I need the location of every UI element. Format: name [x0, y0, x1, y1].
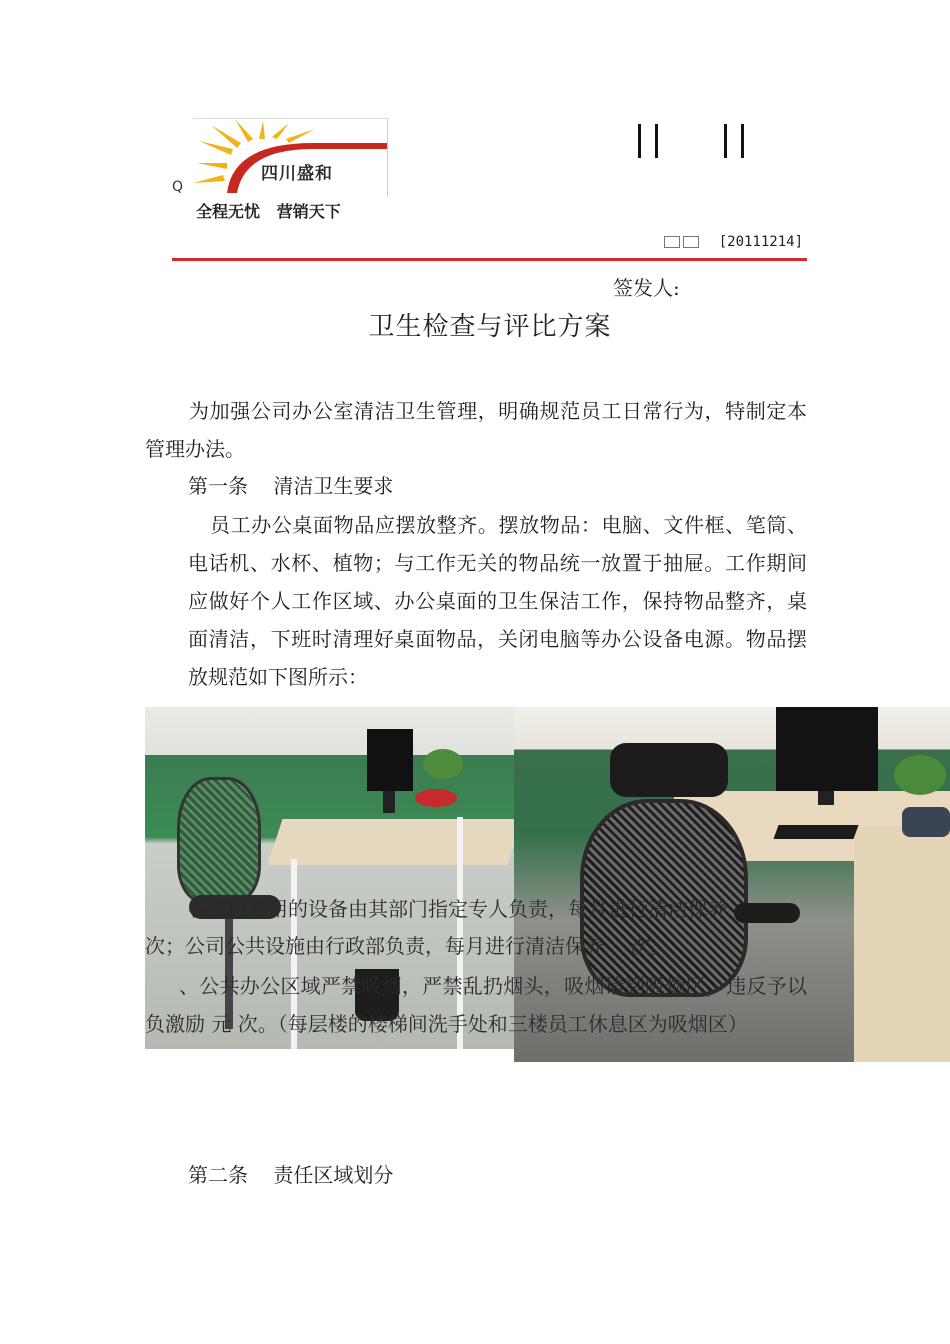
document-number-value: [20111214]: [718, 234, 804, 250]
company-logo: [193, 118, 388, 197]
plant-icon: [894, 755, 946, 795]
header-glyph-right: [718, 124, 744, 162]
document-number: [647, 218, 803, 250]
article-2-heading: 第二条 责任区域划分: [188, 1163, 394, 1187]
company-slogan: 全程无忧 营销天下: [196, 202, 341, 221]
equipment-maintenance-line-2: 次；公司公共设施由行政部负责，每月进行清洁保养 次。: [145, 934, 671, 958]
office-chair-icon: [177, 777, 261, 903]
intro-paragraph: 为加强公司办公室清洁卫生管理，明确规范员工日常行为，特制定本管理办法。: [145, 399, 807, 461]
smoking-rule-paragraph: 、公共办公区域严禁吸烟，严禁乱扔烟头，吸烟请到吸烟区，违反予以负激励 元 次。（每层楼的楼梯间洗手处和三楼员工休息区为吸烟区）: [145, 974, 807, 1036]
header-q-mark: Q: [172, 179, 184, 195]
flower-icon: [415, 789, 457, 807]
monitor-icon: [776, 707, 878, 791]
keyboard-icon: [773, 825, 858, 839]
desk-surface: [268, 819, 514, 865]
desk-cabinet: [854, 827, 950, 1062]
monitor-stand: [383, 791, 395, 813]
doc-number-label-icon: [683, 236, 699, 248]
monitor-stand: [818, 791, 834, 805]
sun-logo-icon: [193, 119, 387, 197]
logo-company-name: 四川盛和: [261, 164, 333, 184]
header-red-rule: [172, 258, 807, 261]
header-glyph-left: [632, 124, 658, 162]
document-title: 卫生检查与评比方案: [368, 312, 612, 342]
article-1-heading: 第一条 清洁卫生要求: [188, 474, 394, 498]
plant-icon: [423, 749, 463, 779]
chair-headrest: [610, 743, 728, 797]
article-1-body: 员工办公桌面物品应摆放整齐。摆放物品：电脑、文件框、笔筒、电话机、水杯、植物；与工作无关的物品统一放置于抽屉。工作期间应做好个人工作区域、办公桌面的卫生保洁工作，保持物品整齐，桌面清洁，下班时清理好桌面物品，关闭电脑等办公设备电源。物品摆放规范如下图所示：: [188, 513, 807, 689]
doc-number-label-icon: [664, 236, 680, 248]
signer-label: 签发人:: [613, 276, 680, 300]
telephone-icon: [902, 807, 950, 837]
monitor-icon: [367, 729, 413, 791]
equipment-maintenance-line-1: 各部门专用的设备由其部门指定专人负责，每月进行清洁保养: [188, 897, 728, 921]
